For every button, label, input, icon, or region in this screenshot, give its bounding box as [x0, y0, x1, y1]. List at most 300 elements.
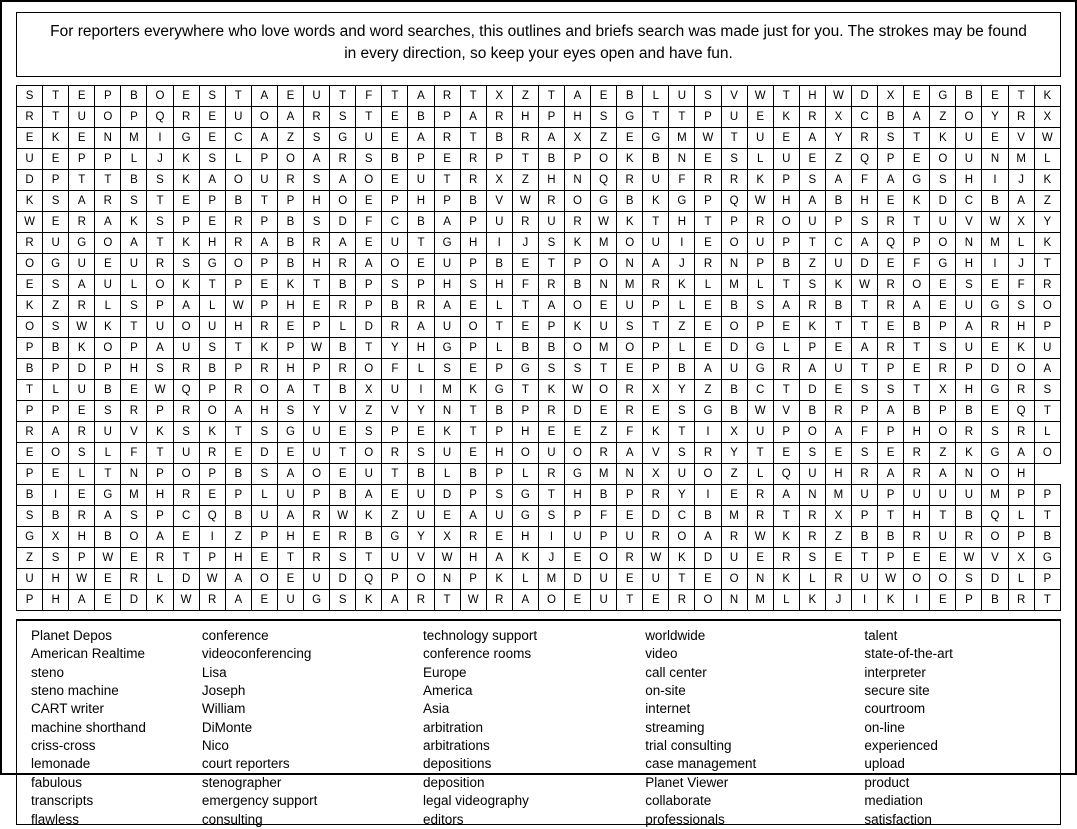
grid-cell[interactable]: R [564, 211, 590, 232]
word-list-item[interactable]: steno machine [31, 683, 119, 699]
grid-cell[interactable]: L [747, 274, 773, 295]
grid-cell[interactable]: E [982, 337, 1008, 358]
grid-cell[interactable]: D [852, 85, 878, 106]
word-list-item[interactable]: stenographer [201, 774, 282, 790]
grid-cell[interactable]: U [69, 379, 95, 400]
grid-cell[interactable]: S [382, 274, 408, 295]
grid-cell[interactable]: O [17, 253, 43, 274]
grid-cell[interactable]: R [799, 505, 825, 526]
grid-cell[interactable]: T [773, 505, 799, 526]
grid-cell[interactable]: K [617, 148, 643, 169]
grid-cell[interactable]: T [251, 190, 277, 211]
grid-cell[interactable]: U [408, 169, 434, 190]
grid-cell[interactable]: P [225, 274, 251, 295]
grid-cell[interactable]: K [460, 379, 486, 400]
grid-cell[interactable]: E [486, 526, 512, 547]
grid-cell[interactable]: R [878, 211, 904, 232]
grid-cell[interactable]: L [747, 463, 773, 484]
grid-cell[interactable]: A [304, 148, 330, 169]
word-list-item[interactable]: deposition [423, 774, 485, 790]
grid-cell[interactable]: G [982, 379, 1008, 400]
grid-cell[interactable]: D [434, 484, 460, 505]
grid-cell[interactable]: B [43, 337, 69, 358]
grid-cell[interactable]: A [277, 379, 303, 400]
grid-cell[interactable]: P [747, 316, 773, 337]
word-list-item[interactable]: Lisa [201, 664, 227, 680]
grid-cell[interactable]: S [43, 190, 69, 211]
grid-cell[interactable]: U [277, 589, 303, 610]
grid-cell[interactable]: O [773, 211, 799, 232]
grid-cell[interactable]: S [199, 85, 225, 106]
grid-cell[interactable]: O [173, 463, 199, 484]
word-list-item[interactable]: flawless [31, 811, 80, 827]
grid-cell[interactable]: S [121, 505, 147, 526]
grid-cell[interactable]: E [773, 127, 799, 148]
grid-cell[interactable]: C [747, 379, 773, 400]
grid-cell[interactable]: U [356, 463, 382, 484]
grid-cell[interactable]: W [434, 547, 460, 568]
grid-cell[interactable]: I [982, 169, 1008, 190]
grid-cell[interactable]: P [486, 148, 512, 169]
grid-cell[interactable]: U [69, 253, 95, 274]
grid-cell[interactable]: D [982, 568, 1008, 589]
grid-cell[interactable]: E [695, 148, 721, 169]
grid-cell[interactable]: E [825, 442, 851, 463]
grid-cell[interactable]: A [121, 232, 147, 253]
grid-cell[interactable]: T [1034, 253, 1060, 274]
grid-cell[interactable]: V [330, 400, 356, 421]
grid-cell[interactable]: P [277, 337, 303, 358]
grid-cell[interactable]: P [538, 106, 564, 127]
grid-cell[interactable]: T [512, 148, 538, 169]
grid-cell[interactable]: U [643, 568, 669, 589]
grid-cell[interactable]: U [564, 526, 590, 547]
grid-cell[interactable]: P [930, 316, 956, 337]
grid-cell[interactable]: D [930, 190, 956, 211]
grid-cell[interactable]: Z [930, 442, 956, 463]
grid-cell[interactable]: R [878, 295, 904, 316]
grid-cell[interactable]: J [512, 232, 538, 253]
grid-cell[interactable]: P [199, 379, 225, 400]
grid-cell[interactable]: D [251, 442, 277, 463]
grid-cell[interactable]: V [773, 400, 799, 421]
grid-cell[interactable]: R [460, 526, 486, 547]
grid-cell[interactable]: E [121, 379, 147, 400]
word-list-item[interactable]: CART writer [31, 701, 105, 717]
grid-cell[interactable]: B [277, 211, 303, 232]
grid-cell[interactable]: E [225, 442, 251, 463]
grid-cell[interactable]: E [773, 442, 799, 463]
grid-cell[interactable]: R [69, 211, 95, 232]
grid-cell[interactable]: W [95, 547, 121, 568]
grid-cell[interactable]: N [669, 148, 695, 169]
grid-cell[interactable]: T [356, 547, 382, 568]
grid-cell[interactable]: P [1034, 568, 1060, 589]
grid-cell[interactable]: R [695, 442, 721, 463]
grid-cell[interactable]: U [199, 316, 225, 337]
grid-cell[interactable]: N [721, 589, 747, 610]
grid-cell[interactable]: R [121, 400, 147, 421]
grid-cell[interactable]: R [904, 526, 930, 547]
grid-cell[interactable]: R [17, 106, 43, 127]
grid-cell[interactable]: B [773, 253, 799, 274]
grid-cell[interactable]: O [356, 169, 382, 190]
grid-cell[interactable]: T [95, 463, 121, 484]
grid-cell[interactable]: E [878, 316, 904, 337]
grid-cell[interactable]: G [591, 190, 617, 211]
grid-cell[interactable]: A [69, 274, 95, 295]
grid-cell[interactable]: E [695, 316, 721, 337]
grid-cell[interactable]: G [330, 127, 356, 148]
grid-cell[interactable]: R [199, 589, 225, 610]
grid-cell[interactable]: K [173, 169, 199, 190]
grid-cell[interactable]: R [1008, 106, 1034, 127]
grid-cell[interactable]: E [17, 442, 43, 463]
grid-cell[interactable]: U [277, 484, 303, 505]
grid-cell[interactable]: R [173, 484, 199, 505]
grid-cell[interactable]: L [1034, 148, 1060, 169]
grid-cell[interactable]: H [434, 274, 460, 295]
grid-cell[interactable]: X [356, 379, 382, 400]
grid-cell[interactable]: U [669, 85, 695, 106]
grid-cell[interactable]: E [825, 337, 851, 358]
grid-cell[interactable]: U [591, 568, 617, 589]
grid-cell[interactable]: S [121, 190, 147, 211]
word-list-item[interactable]: arbitration [423, 719, 484, 735]
grid-cell[interactable]: G [434, 232, 460, 253]
grid-cell[interactable]: E [930, 295, 956, 316]
grid-cell[interactable]: K [773, 568, 799, 589]
grid-cell[interactable]: U [930, 211, 956, 232]
grid-cell[interactable]: E [382, 106, 408, 127]
grid-cell[interactable]: P [382, 568, 408, 589]
grid-cell[interactable]: A [825, 421, 851, 442]
word-list-item[interactable]: call center [645, 664, 707, 680]
grid-cell[interactable]: S [1008, 295, 1034, 316]
grid-cell[interactable]: S [43, 274, 69, 295]
grid-cell[interactable]: R [173, 106, 199, 127]
grid-cell[interactable]: W [225, 295, 251, 316]
grid-cell[interactable]: O [695, 463, 721, 484]
grid-cell[interactable]: B [460, 463, 486, 484]
grid-cell[interactable]: E [356, 190, 382, 211]
grid-cell[interactable]: B [199, 358, 225, 379]
grid-cell[interactable]: W [878, 568, 904, 589]
grid-cell[interactable]: R [304, 232, 330, 253]
grid-cell[interactable]: T [695, 211, 721, 232]
grid-cell[interactable]: G [17, 526, 43, 547]
grid-cell[interactable]: O [1034, 442, 1060, 463]
grid-cell[interactable]: Z [669, 316, 695, 337]
grid-cell[interactable]: A [460, 505, 486, 526]
grid-cell[interactable]: P [747, 253, 773, 274]
grid-cell[interactable]: T [930, 505, 956, 526]
grid-cell[interactable]: U [643, 232, 669, 253]
grid-cell[interactable]: P [408, 148, 434, 169]
grid-cell[interactable]: R [277, 169, 303, 190]
grid-cell[interactable]: U [721, 358, 747, 379]
grid-cell[interactable]: Z [382, 505, 408, 526]
grid-cell[interactable]: B [460, 190, 486, 211]
grid-cell[interactable]: E [199, 484, 225, 505]
word-list-item[interactable]: William [201, 701, 246, 717]
grid-cell[interactable]: W [147, 379, 173, 400]
grid-cell[interactable]: N [434, 400, 460, 421]
grid-cell[interactable]: E [69, 484, 95, 505]
grid-cell[interactable]: E [617, 358, 643, 379]
grid-cell[interactable]: Z [17, 547, 43, 568]
grid-cell[interactable]: C [825, 232, 851, 253]
grid-cell[interactable]: R [69, 295, 95, 316]
grid-cell[interactable]: T [852, 295, 878, 316]
grid-cell[interactable]: P [304, 358, 330, 379]
grid-cell[interactable]: D [330, 568, 356, 589]
grid-cell[interactable]: T [1034, 400, 1060, 421]
grid-cell[interactable]: E [799, 148, 825, 169]
grid-cell[interactable]: R [878, 274, 904, 295]
grid-cell[interactable]: E [982, 274, 1008, 295]
grid-cell[interactable]: U [747, 421, 773, 442]
grid-cell[interactable]: O [173, 316, 199, 337]
grid-cell[interactable]: T [512, 295, 538, 316]
grid-cell[interactable]: N [747, 568, 773, 589]
grid-cell[interactable]: M [591, 232, 617, 253]
grid-cell[interactable]: P [121, 106, 147, 127]
grid-cell[interactable]: T [538, 484, 564, 505]
grid-cell[interactable]: E [251, 547, 277, 568]
grid-cell[interactable]: H [773, 190, 799, 211]
word-list-item[interactable]: conference [201, 627, 269, 643]
grid-cell[interactable]: G [747, 337, 773, 358]
grid-cell[interactable]: T [643, 106, 669, 127]
grid-cell[interactable]: E [904, 148, 930, 169]
grid-cell[interactable]: A [69, 589, 95, 610]
grid-cell[interactable]: D [330, 211, 356, 232]
grid-cell[interactable]: R [1008, 421, 1034, 442]
grid-cell[interactable]: S [591, 106, 617, 127]
grid-cell[interactable]: T [330, 442, 356, 463]
grid-cell[interactable]: J [669, 253, 695, 274]
grid-cell[interactable]: O [564, 337, 590, 358]
grid-cell[interactable]: R [173, 400, 199, 421]
grid-cell[interactable]: O [591, 379, 617, 400]
grid-cell[interactable]: P [486, 463, 512, 484]
grid-cell[interactable]: I [669, 232, 695, 253]
grid-cell[interactable]: R [17, 232, 43, 253]
grid-cell[interactable]: K [434, 421, 460, 442]
grid-cell[interactable]: H [564, 106, 590, 127]
grid-cell[interactable]: D [799, 379, 825, 400]
grid-cell[interactable]: P [69, 547, 95, 568]
grid-cell[interactable]: N [591, 274, 617, 295]
grid-cell[interactable]: O [512, 442, 538, 463]
grid-cell[interactable]: S [669, 442, 695, 463]
grid-cell[interactable]: P [878, 547, 904, 568]
grid-cell[interactable]: U [852, 568, 878, 589]
grid-cell[interactable]: T [225, 85, 251, 106]
word-list-item[interactable]: consulting [201, 811, 263, 827]
grid-cell[interactable]: R [617, 169, 643, 190]
word-list-item[interactable]: secure site [864, 683, 930, 699]
grid-cell[interactable]: S [330, 547, 356, 568]
grid-cell[interactable]: A [251, 85, 277, 106]
grid-cell[interactable]: H [277, 526, 303, 547]
grid-cell[interactable]: A [356, 484, 382, 505]
grid-cell[interactable]: O [538, 589, 564, 610]
grid-cell[interactable]: E [825, 379, 851, 400]
grid-cell[interactable]: E [121, 547, 147, 568]
grid-cell[interactable]: L [799, 568, 825, 589]
grid-cell[interactable]: T [904, 379, 930, 400]
grid-cell[interactable]: U [904, 484, 930, 505]
grid-cell[interactable]: R [330, 526, 356, 547]
grid-cell[interactable]: F [356, 85, 382, 106]
grid-cell[interactable]: S [930, 169, 956, 190]
word-list-item[interactable]: on-site [645, 683, 686, 699]
grid-cell[interactable]: S [251, 421, 277, 442]
grid-cell[interactable]: O [591, 148, 617, 169]
grid-cell[interactable]: K [277, 274, 303, 295]
grid-cell[interactable]: D [695, 547, 721, 568]
grid-cell[interactable]: G [930, 253, 956, 274]
grid-cell[interactable]: A [564, 85, 590, 106]
grid-cell[interactable]: B [277, 253, 303, 274]
grid-cell[interactable]: N [564, 169, 590, 190]
word-list-item[interactable]: DiMonte [201, 719, 253, 735]
grid-cell[interactable]: A [878, 169, 904, 190]
grid-cell[interactable]: L [1008, 505, 1034, 526]
grid-cell[interactable]: B [330, 337, 356, 358]
grid-cell[interactable]: Q [1008, 400, 1034, 421]
grid-cell[interactable]: E [199, 211, 225, 232]
grid-cell[interactable]: E [277, 442, 303, 463]
grid-cell[interactable]: S [799, 274, 825, 295]
grid-cell[interactable]: S [799, 169, 825, 190]
grid-cell[interactable]: P [199, 547, 225, 568]
grid-cell[interactable]: M [591, 463, 617, 484]
grid-cell[interactable]: U [408, 484, 434, 505]
grid-cell[interactable]: I [538, 526, 564, 547]
word-list-item[interactable]: depositions [423, 756, 492, 772]
grid-cell[interactable]: A [277, 505, 303, 526]
grid-cell[interactable]: W [512, 190, 538, 211]
grid-cell[interactable]: P [382, 421, 408, 442]
grid-cell[interactable]: U [669, 463, 695, 484]
grid-cell[interactable]: E [356, 232, 382, 253]
grid-cell[interactable]: A [773, 484, 799, 505]
grid-cell[interactable]: T [382, 463, 408, 484]
word-list-item[interactable]: mediation [864, 793, 923, 809]
grid-cell[interactable]: E [17, 127, 43, 148]
grid-cell[interactable]: Q [147, 106, 173, 127]
grid-cell[interactable]: P [304, 484, 330, 505]
grid-cell[interactable]: S [356, 421, 382, 442]
grid-cell[interactable]: S [147, 211, 173, 232]
grid-cell[interactable]: D [852, 253, 878, 274]
grid-cell[interactable]: Q [591, 169, 617, 190]
grid-cell[interactable]: B [408, 106, 434, 127]
grid-cell[interactable]: A [825, 169, 851, 190]
grid-cell[interactable]: O [277, 148, 303, 169]
grid-cell[interactable]: B [95, 526, 121, 547]
grid-cell[interactable]: B [591, 484, 617, 505]
grid-cell[interactable]: O [564, 190, 590, 211]
grid-cell[interactable]: E [95, 589, 121, 610]
grid-cell[interactable]: A [408, 85, 434, 106]
word-list-item[interactable]: Joseph [201, 683, 246, 699]
grid-cell[interactable]: X [486, 85, 512, 106]
grid-cell[interactable]: O [408, 568, 434, 589]
grid-cell[interactable]: R [643, 274, 669, 295]
grid-cell[interactable]: B [564, 274, 590, 295]
grid-cell[interactable]: S [330, 106, 356, 127]
grid-cell[interactable]: K [747, 169, 773, 190]
word-list-item[interactable]: streaming [645, 719, 705, 735]
grid-cell[interactable]: E [878, 190, 904, 211]
grid-cell[interactable]: P [277, 190, 303, 211]
grid-cell[interactable]: B [852, 526, 878, 547]
grid-cell[interactable]: O [904, 568, 930, 589]
grid-cell[interactable]: G [512, 505, 538, 526]
grid-cell[interactable]: A [199, 169, 225, 190]
grid-cell[interactable]: P [408, 274, 434, 295]
grid-cell[interactable]: A [408, 127, 434, 148]
grid-cell[interactable]: A [95, 505, 121, 526]
grid-cell[interactable]: P [617, 484, 643, 505]
grid-cell[interactable]: I [486, 232, 512, 253]
grid-cell[interactable]: N [434, 568, 460, 589]
grid-cell[interactable]: U [538, 211, 564, 232]
grid-cell[interactable]: H [956, 169, 982, 190]
grid-cell[interactable]: Z [799, 253, 825, 274]
grid-cell[interactable]: U [956, 337, 982, 358]
grid-cell[interactable]: R [721, 526, 747, 547]
grid-cell[interactable]: Q [852, 148, 878, 169]
grid-cell[interactable]: O [95, 106, 121, 127]
grid-cell[interactable]: T [747, 442, 773, 463]
grid-cell[interactable]: R [695, 253, 721, 274]
grid-cell[interactable]: P [225, 484, 251, 505]
grid-cell[interactable]: H [199, 232, 225, 253]
grid-cell[interactable]: E [330, 421, 356, 442]
grid-cell[interactable]: E [199, 106, 225, 127]
grid-cell[interactable]: L [408, 358, 434, 379]
grid-cell[interactable]: S [17, 85, 43, 106]
grid-cell[interactable]: G [564, 463, 590, 484]
grid-cell[interactable]: R [382, 316, 408, 337]
grid-cell[interactable]: W [825, 85, 851, 106]
grid-cell[interactable]: I [982, 253, 1008, 274]
grid-cell[interactable]: Q [982, 505, 1008, 526]
grid-cell[interactable]: Z [721, 463, 747, 484]
grid-cell[interactable]: S [277, 400, 303, 421]
grid-cell[interactable]: H [277, 358, 303, 379]
grid-cell[interactable]: R [486, 589, 512, 610]
grid-cell[interactable]: S [199, 148, 225, 169]
grid-cell[interactable]: T [486, 316, 512, 337]
grid-cell[interactable]: O [721, 232, 747, 253]
grid-cell[interactable]: U [747, 232, 773, 253]
grid-cell[interactable]: R [904, 463, 930, 484]
grid-cell[interactable]: P [434, 190, 460, 211]
grid-cell[interactable]: E [304, 526, 330, 547]
grid-cell[interactable]: B [17, 358, 43, 379]
grid-cell[interactable]: W [564, 379, 590, 400]
grid-cell[interactable]: K [1008, 337, 1034, 358]
grid-cell[interactable]: G [747, 358, 773, 379]
grid-cell[interactable]: H [251, 400, 277, 421]
grid-cell[interactable]: U [382, 232, 408, 253]
